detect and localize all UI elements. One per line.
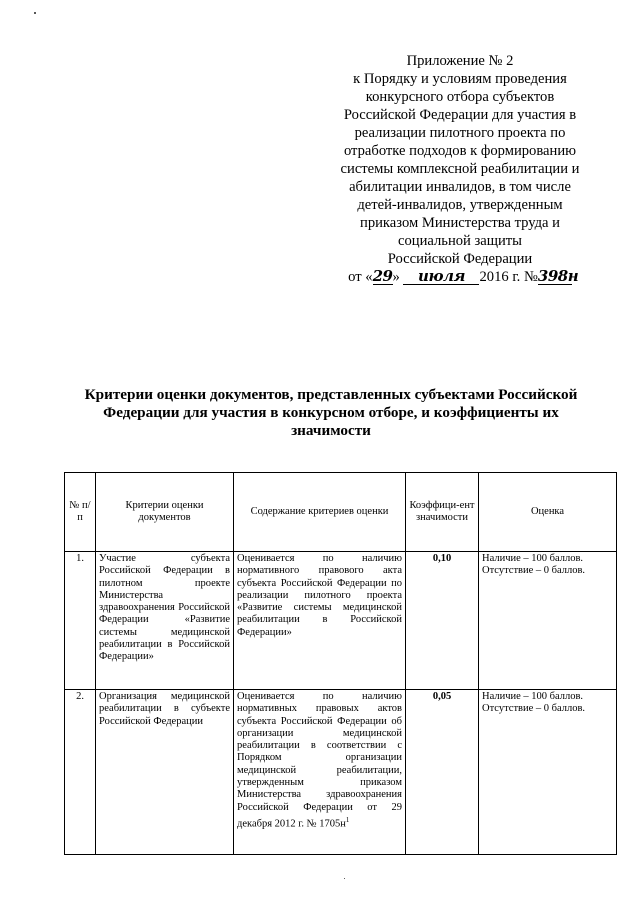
score-presence: Наличие – 100 баллов. (482, 691, 584, 702)
cell-content: Оценивается по наличию нормативного правового акта субъекта Российской Федерации по реализации пилотного проекта «Развитие системы медицинской реабилитации в Российской Федерации» (234, 552, 406, 690)
title-line: Федерации для участия в конкурсном отборе, и коэффициенты их (103, 404, 559, 421)
header-score: Оценка (479, 473, 617, 552)
appendix-line: к Порядку и условиям проведения (353, 71, 567, 87)
cell-score (479, 690, 617, 855)
cell-criteria: Участие субъекта Российской Федерации в пилотном проекте Министерства здравоохранения Российской Федерации «Развитие системы медицинской реабилитации в Российской Федерации» (96, 552, 234, 690)
score-absence: Отсутствие – 0 баллов. (482, 565, 586, 577)
header-criteria: Критерии оценки документов (96, 473, 234, 552)
score-presence: Наличие – 100 баллов. (482, 553, 584, 564)
appendix-line: отработке подходов к формированию (343, 143, 577, 159)
appendix-line: детей-инвалидов, утвержденным (357, 197, 563, 213)
appendix-line: Российской Федерации (387, 251, 533, 267)
order-reference (322, 268, 598, 286)
header-num: № п/п (65, 473, 96, 552)
appendix-line: реализации пилотного проекта по (354, 125, 566, 141)
cell-num: 2. (65, 690, 96, 855)
cell-content (234, 690, 406, 855)
order-day-handwritten: 29 (372, 267, 393, 285)
table-header-row (65, 473, 617, 552)
title-line: значимости (291, 422, 371, 439)
appendix-line: приказом Министерства труда и (360, 215, 560, 231)
table-row (65, 690, 617, 855)
score-absence: Отсутствие – 0 баллов. (482, 703, 586, 715)
order-number-handwritten: 398н (537, 267, 579, 285)
header-coef: Коэффици-ент значимости (406, 473, 479, 552)
order-year: 2016 г. № (479, 269, 538, 285)
title-line: Критерии оценки документов, представленных субъектами Российской (84, 386, 578, 403)
scan-speck (344, 878, 345, 879)
order-quote-close: » (392, 269, 400, 285)
cell-coef: 0,05 (406, 690, 479, 855)
content-text: Оценивается по наличию нормативных правовых актов субъекта Российской Федерации об организации медицинской реабилитации в соответствии с Порядком организации медицинской реабилитации, утвержденным приказом Министерства здравоохранения Российской Федерации от 29 декабря 2012 г. № 1705н (237, 691, 402, 830)
cell-coef: 0,10 (406, 552, 479, 690)
footnote-mark: 1 (345, 815, 350, 824)
appendix-line: социальной защиты (398, 233, 522, 249)
criteria-table (64, 472, 617, 855)
appendix-line: Российской Федерации для участия в (343, 107, 577, 123)
cell-criteria: Организация медицинской реабилитации в субъекте Российской Федерации (96, 690, 234, 855)
appendix-line: абилитации инвалидов, в том числе (349, 179, 571, 195)
appendix-line: Приложение № 2 (406, 53, 514, 69)
table-row (65, 552, 617, 690)
appendix-header (322, 52, 598, 286)
scan-speck (34, 12, 36, 14)
document-title (60, 386, 602, 440)
appendix-line: конкурсного отбора субъектов (365, 89, 555, 105)
cell-num: 1. (65, 552, 96, 690)
header-content: Содержание критериев оценки (234, 473, 406, 552)
order-prefix: от « (348, 269, 373, 285)
order-month-handwritten: июля (403, 269, 479, 285)
appendix-line: системы комплексной реабилитации и (340, 161, 580, 177)
cell-score (479, 552, 617, 690)
